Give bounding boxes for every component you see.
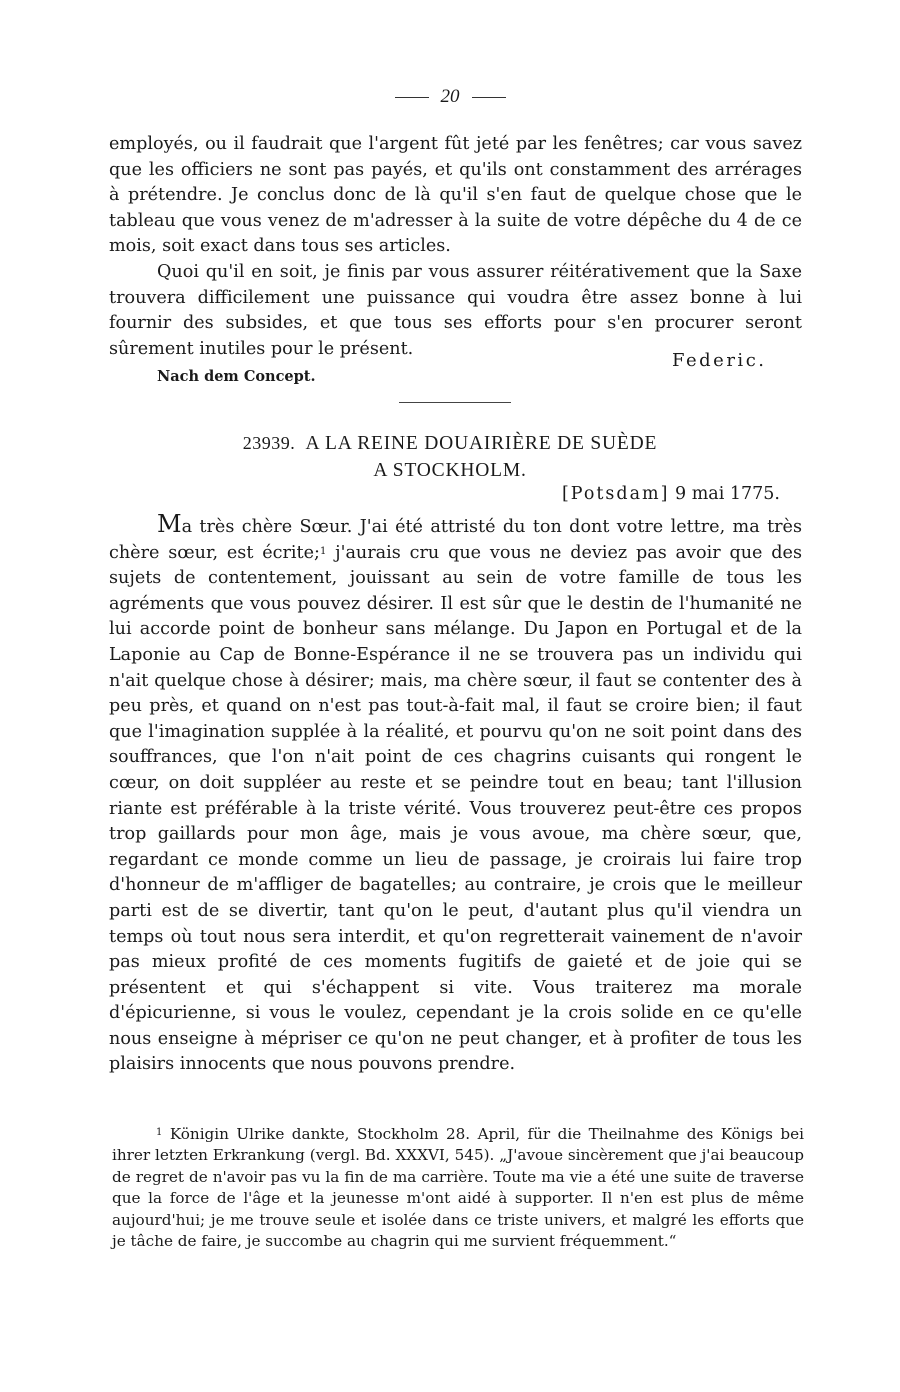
footnote-paragraph (112, 1124, 804, 1252)
footnote-text: Königin Ulrike dankte, Stockholm 28. April, für die Theilnahme des Königs bei ihrer letzten Erkrankung (vergl. Bd. XXXVI, 545). „J'avoue sincèrement que j'ai beaucoup de regret de n'avoir pas vu la fin de ma carrière. Toute ma vie a été une suite de traverse que la force de l'âge et la jeunesse m'ont aidé à supporter. Il n'en est plus de même aujourd'hui; je me trouve seule et isolée dans ce triste univers, et malgré les efforts que je tâche de faire, je succombe au chagrin qui me survient fréquemment.“ (112, 1125, 804, 1251)
section-separator (399, 402, 511, 403)
paragraph: employés, ou il faudrait que l'argent fût jeté par les fenêtres; car vous savez que les officiers ne sont pas payés, et qu'ils ont constamment des arrérages à prétendre. Je conclus donc de là qu'il s'en faut de quelque chose que le tableau que vous venez de m'adresser à la suite de votre dépêche du 4 de ce mois, soit exact dans tous ses articles. (109, 134, 802, 257)
initial-letter: M (157, 510, 182, 538)
footnote-mark: 1 (156, 1127, 163, 1138)
date: 9 mai 1775. (675, 484, 780, 504)
page-number-dash-left (395, 97, 429, 98)
footnote-reference: 1 (319, 545, 327, 557)
previous-letter-ending (109, 132, 802, 362)
page-number-value: 20 (440, 86, 460, 107)
page-number-dash-right (472, 97, 506, 98)
letter-text-rest: j'aurais cru que vous ne deviez pas avoir que des sujets de contentement, jouissant au sein de votre famille de tous les agréments que vous pouvez désirer. Il est sûr que le destin de l'humanité ne lui accorde point de bonheur sans mélange. Du Japon en Portugal et de la Laponie au Cap de Bonne-Espérance il ne se trouvera pas un individu qui n'ait quelque chose à désirer; mais, ma chère sœur, il faut se contenter des à peu près, et quand on n'est pas tout-à-fait mal, il faut se croire bien; il faut que l'imagination supplée à la réalité, et pourvu qu'on ne soit point dans des souffrances, que l'on n'ait point de ces chagrins cuisants qui rongent le cœur, on doit suppléer au reste et se peindre tout en beau; tant l'illusion riante est préférable à la triste vérité. Vous trouverez peut-être ces propos trop gaillards pour mon âge, mais je vous avoue, ma chère sœur, que, regardant ce monde comme un lieu de passage, je croirais lui faire trop d'honneur de m'affliger de bagatelles; au contraire, je crois que le meilleur parti est de se divertir, tant qu'on le peut, d'autant plus qu'il viendra un temps où tout nous sera interdit, et qu'on regretterait vainement de n'avoir pas mieux profité de ces moments fugitifs de gaieté et de joie qui se présentent et qui s'échappent si vite. Vous traiterez ma morale d'épicurienne, si vous le voulez, cependant je la crois solide en ce qu'elle nous enseigne à mépriser ce qu'on ne peut changer, et à profiter de tous les plaisirs innocents que nous pouvons prendre. (109, 542, 802, 1075)
letter-number: 23939. (242, 433, 296, 453)
letter-title: A LA REINE DOUAIRIÈRE DE SUÈDE (305, 433, 658, 454)
letter-heading (0, 430, 900, 484)
letter-body (109, 512, 802, 1078)
page-number (0, 86, 900, 108)
letter-text-start: a très chère Sœur. J'ai été attristé du ton dont votre lettre, ma très chère sœur, est écrite; (109, 517, 802, 563)
dateline (562, 484, 780, 504)
signature: Federic. (672, 350, 767, 371)
paragraph (109, 512, 802, 1078)
letter-heading-line1 (0, 430, 900, 457)
letter-heading-line2: A STOCKHOLM. (373, 460, 527, 481)
date-place: [Potsdam] (561, 484, 670, 504)
source-note: Nach dem Concept. (157, 368, 316, 385)
paragraph: Quoi qu'il en soit, je finis par vous assurer réitérativement que la Saxe trouvera difficilement une puissance qui voudra être assez bonne à lui fournir des subsides, et que tous ses efforts pour s'en procurer seront sûrement inutiles pour le présent. (109, 261, 802, 359)
footnote (112, 1124, 804, 1252)
